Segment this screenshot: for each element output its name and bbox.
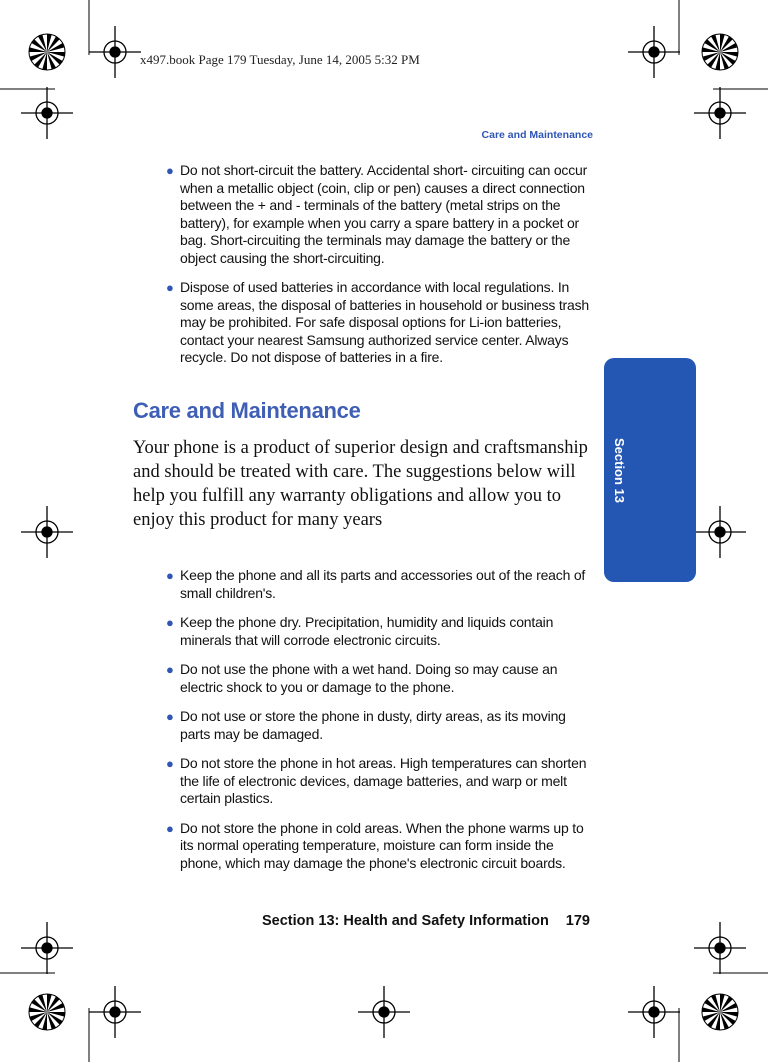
registration-mark-icon <box>358 986 410 1038</box>
bullet-text: Do not use the phone with a wet hand. Doing so may cause an electric shock to you or damage to the phone. <box>180 661 558 695</box>
registration-mark-icon <box>694 87 746 139</box>
bullet-icon: ● <box>166 709 174 724</box>
star-target-icon <box>702 994 738 1030</box>
star-target-icon <box>29 994 65 1030</box>
list-item <box>164 614 594 649</box>
page-footer <box>262 913 592 929</box>
list-item <box>164 567 594 602</box>
bullet-icon: ● <box>166 820 174 836</box>
battery-bullet-list <box>164 162 594 379</box>
list-item <box>164 661 594 696</box>
bullet-icon: ● <box>166 163 174 178</box>
registration-mark-icon <box>21 87 73 139</box>
care-bullet-list <box>164 567 594 884</box>
bullet-text: Do not short-circuit the battery. Accidental short- circuiting can occur when a metallic object (coin, clip or pen) causes a direct connection between the + and - terminals of the battery (metal strips on the battery), for example when you carry a spare battery in a pocket or bag. Short-circuiting the terminals may damage the battery or the object causing the short-circuiting. <box>180 162 588 266</box>
registration-mark-icon <box>21 506 73 558</box>
section-tab-label-wrap <box>604 358 636 582</box>
registration-mark-icon <box>89 26 141 78</box>
section-tab-label: Section 13 <box>612 437 628 503</box>
bullet-text: Do not store the phone in hot areas. High temperatures can shorten the life of electronic devices, damage batteries, and warp or melt certain plastics. <box>180 755 587 806</box>
bullet-icon: ● <box>166 756 174 771</box>
bullet-icon: ● <box>166 568 174 583</box>
footer-section-title: Section 13: Health and Safety Information <box>262 913 549 929</box>
section-heading: Care and Maintenance <box>133 398 361 423</box>
star-target-icon <box>702 34 738 70</box>
registration-mark-icon <box>694 922 746 974</box>
intro-paragraph: Your phone is a product of superior design and craftsmanship and should be treated with care. The suggestions below will help you fulfill any warranty obligations and allow you to enjoy this product for many years <box>133 438 588 530</box>
bullet-text: Do not store the phone in cold areas. When the phone warms up to its normal operating temperature, moisture can form inside the phone, which may damage the phone's electronic circuit boards. <box>180 819 584 871</box>
bullet-text: Dispose of used batteries in accordance with local regulations. In some areas, the disposal of batteries in household or business trash may be prohibited. For safe disposal options for Li-ion batteries, contact your nearest Samsung authorized service center. Always recycle. Do not dispose of batteries in a fire. <box>180 279 589 365</box>
bullet-icon: ● <box>166 662 174 677</box>
page-number: 179 <box>565 913 590 929</box>
registration-mark-icon <box>628 986 680 1038</box>
registration-mark-icon <box>694 506 746 558</box>
running-head: Care and Maintenance <box>481 129 593 141</box>
list-item <box>164 755 594 808</box>
registration-mark-icon <box>21 922 73 974</box>
print-info: x497.book Page 179 Tuesday, June 14, 2005 5:32 PM <box>140 52 420 67</box>
list-item <box>164 279 594 367</box>
list-item <box>164 162 594 267</box>
bullet-text: Keep the phone dry. Precipitation, humidity and liquids contain minerals that will corrode electronic circuits. <box>180 614 554 648</box>
list-item <box>164 708 594 743</box>
list-item <box>164 820 594 873</box>
registration-mark-icon <box>628 26 680 78</box>
registration-mark-icon <box>89 986 141 1038</box>
star-target-icon <box>29 34 65 70</box>
bullet-icon: ● <box>166 280 174 295</box>
bullet-icon: ● <box>166 615 174 630</box>
bullet-text: Do not use or store the phone in dusty, dirty areas, as its moving parts may be damaged. <box>180 708 566 742</box>
bullet-text: Keep the phone and all its parts and accessories out of the reach of small children's. <box>180 567 586 601</box>
